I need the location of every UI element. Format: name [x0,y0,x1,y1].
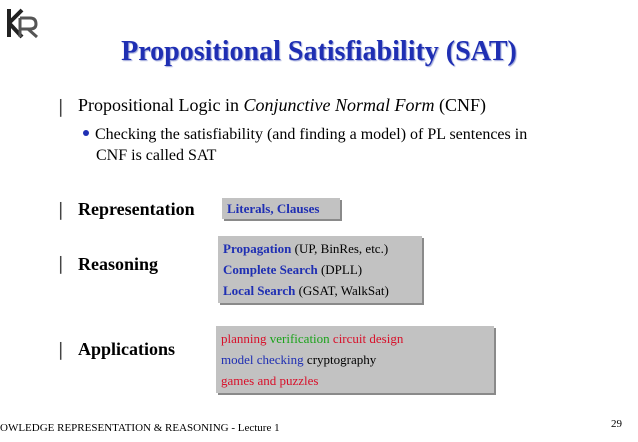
sub-bullet [83,124,527,166]
bullet-icon: ▏ [60,204,72,220]
bullet-text: Propositional Logic in [78,95,244,115]
representation-label: Representation [78,199,195,219]
bullet-icon: ▏ [60,344,72,360]
reasoning-line: Local Search (GSAT, WalkSat) [223,283,389,298]
reasoning-line: Propagation (UP, BinRes, etc.) [223,241,389,256]
applications-label: Applications [78,339,176,359]
kr-logo-icon [6,6,40,40]
footer-text: OWLEDGE REPRESENTATION & REASONING - Lecture 1 [0,422,280,434]
bullet-text-end: (CNF) [434,95,487,115]
representation-box: Literals, Clauses [222,198,340,219]
reasoning-box [218,236,422,303]
applications-box [216,326,494,393]
dot-icon [83,130,89,136]
bullet-italic-text: Conjunctive Normal Form [243,95,435,115]
bullet-propositional-logic [78,95,486,116]
bullet-icon: ▏ [60,101,72,117]
page-number: 29 [611,418,622,430]
reasoning-label: Reasoning [78,254,159,274]
page-title: Propositional Satisfiability (SAT) [121,36,517,67]
bullet-icon: ▏ [60,258,72,274]
reasoning-line: Complete Search (DPLL) [223,262,363,277]
applications-line: games and puzzles [221,373,319,388]
applications-line: planning verification circuit design [221,331,404,346]
applications-line: model checking cryptography [221,352,377,367]
sub-bullet-line1: Checking the satisfiability (and finding a model) of PL sentences in [95,126,528,143]
sub-bullet-line2: CNF is called SAT [96,147,217,164]
